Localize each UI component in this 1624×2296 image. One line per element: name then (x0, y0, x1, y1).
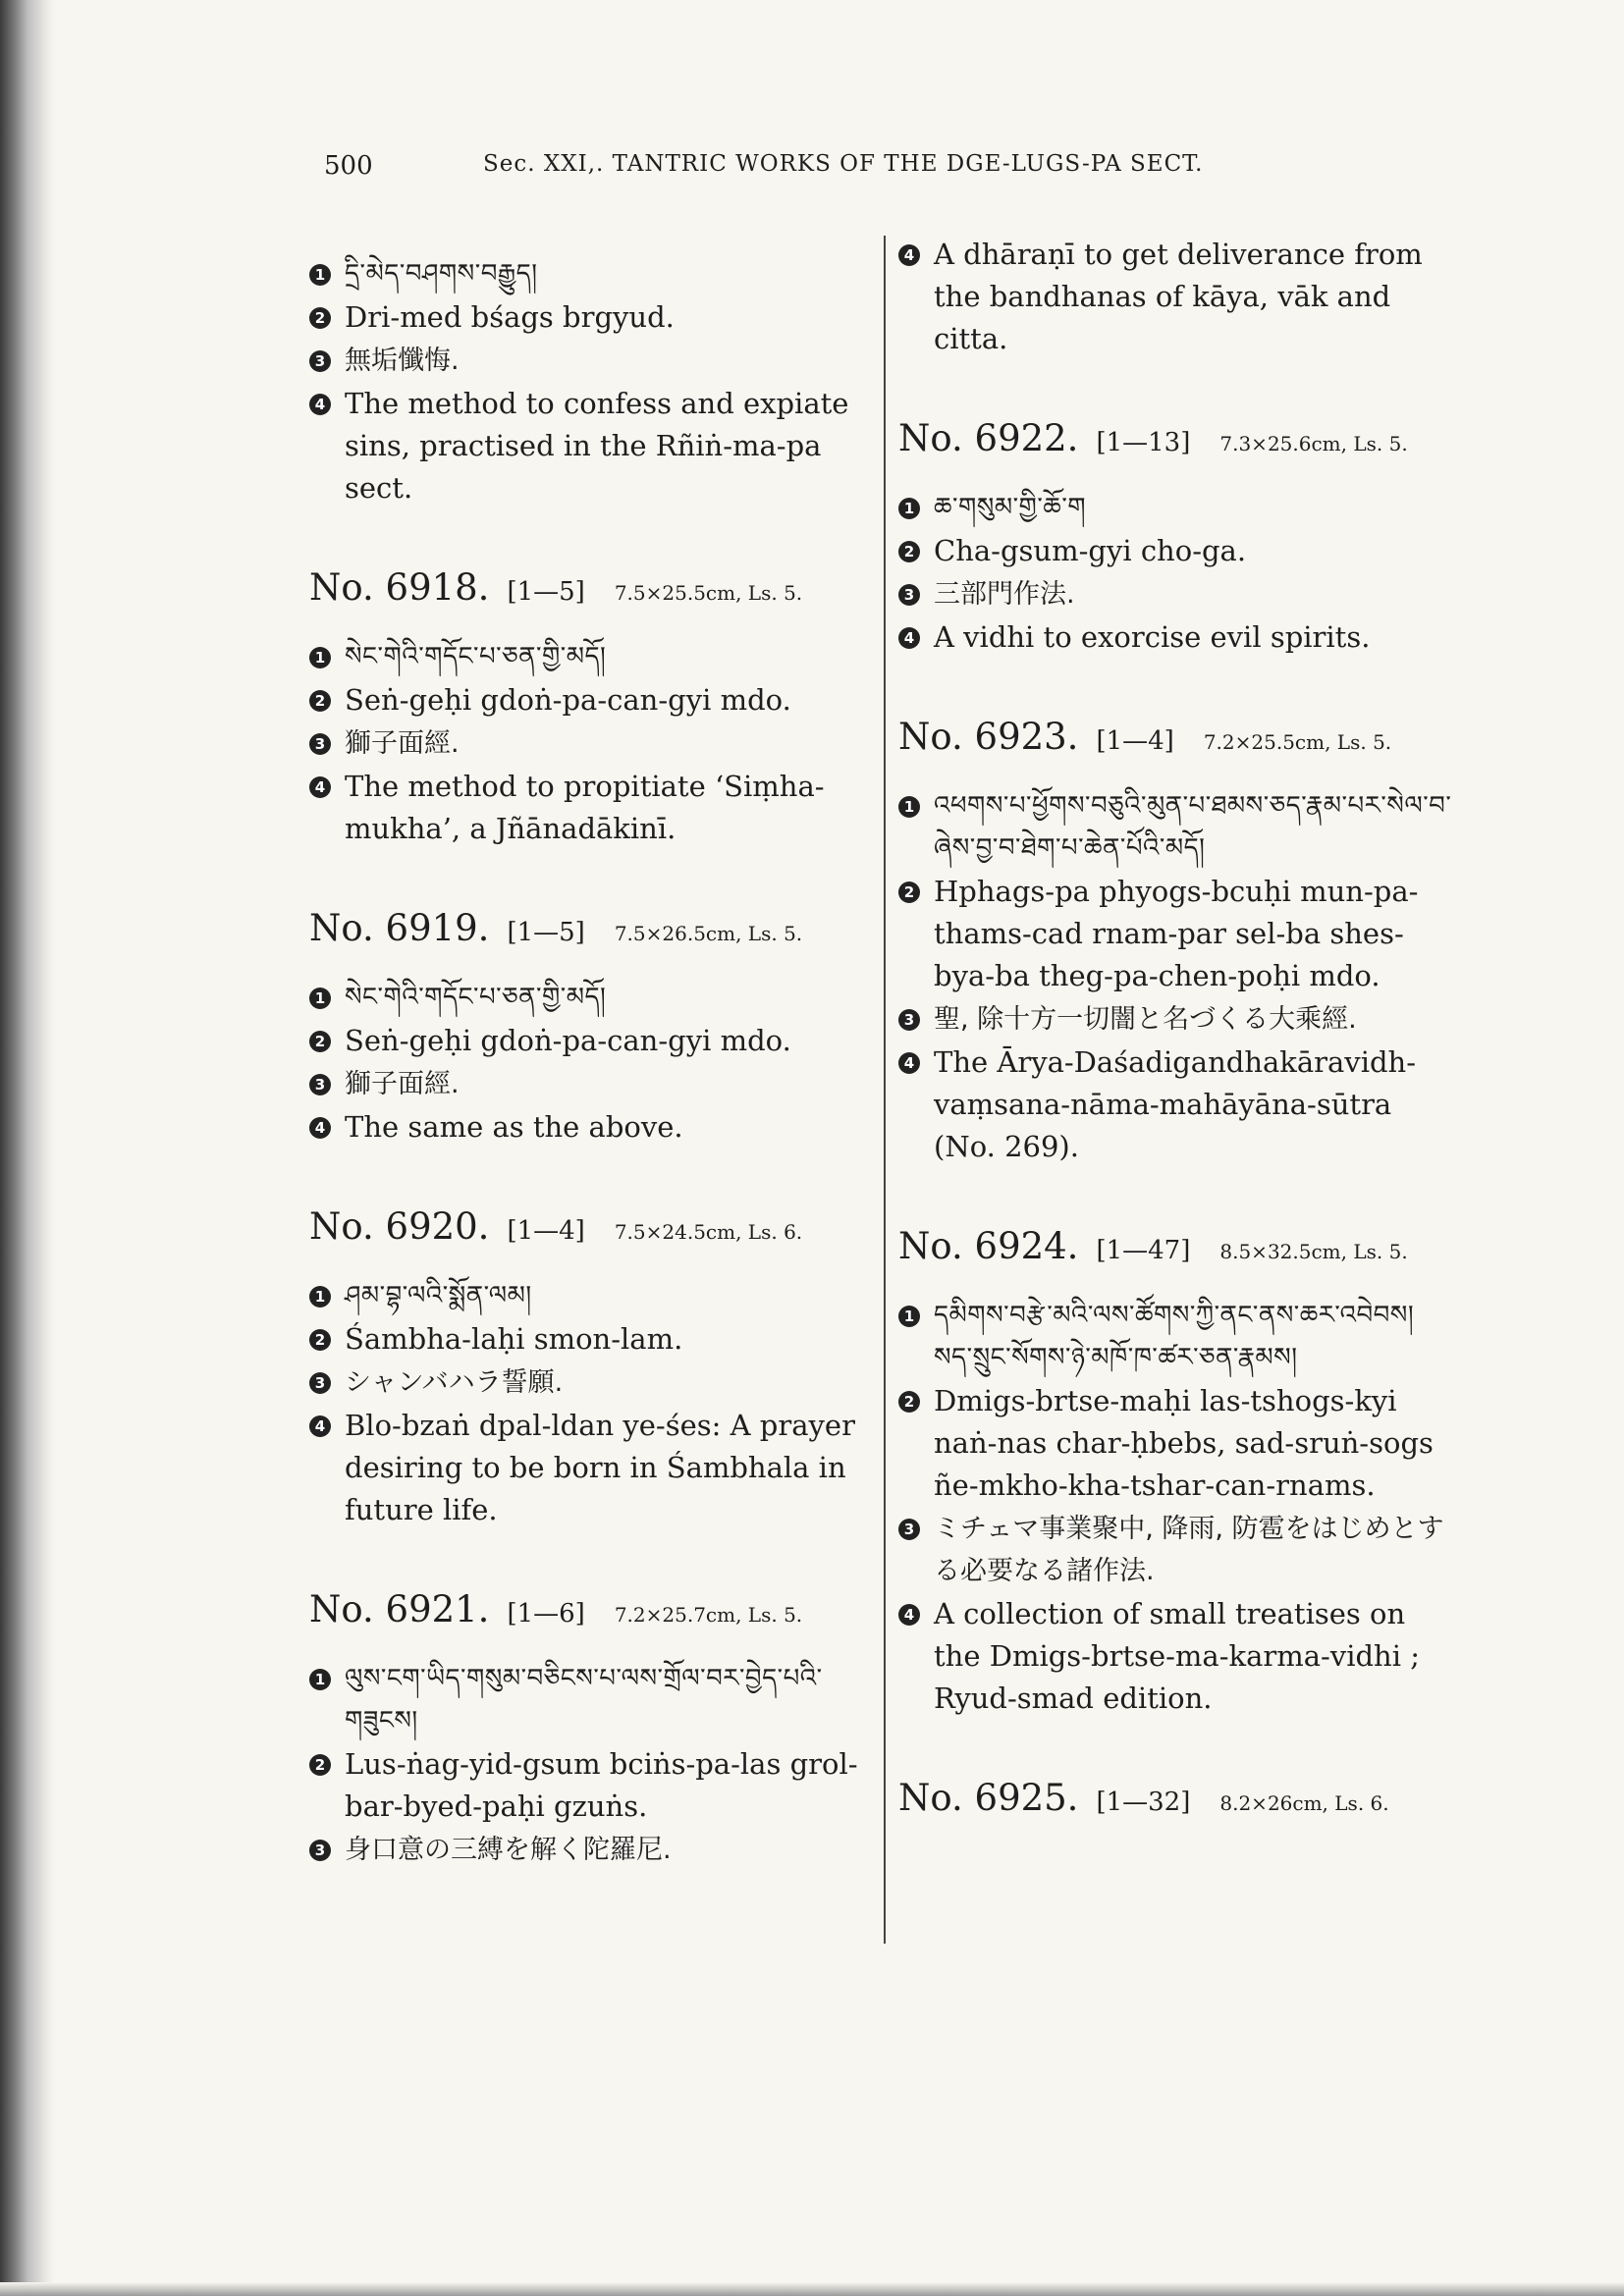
chinese-title: 3 三部門作法. (898, 573, 1458, 615)
right-column (898, 234, 1458, 1846)
japanese-title: 3 シャンバハラ誓願. (309, 1362, 859, 1404)
catalog-entry-6925 (898, 1777, 1458, 1819)
entry-number: No. 6924. (898, 1225, 1079, 1267)
item-marker-2: 2 (898, 881, 920, 903)
entry-heading (898, 1225, 1458, 1267)
folio-range: [1—47] (1096, 1236, 1191, 1265)
tibetan-title: 1 དམིགས་བརྩེ་མའི་ལས་ཚོགས་ཀྱི་ནང་ནས་ཆར་འབེབས། སད་སྲུང་སོགས་ཉེ་མཁོ་ཁ་ཚར་ཅན་རྣམས། (898, 1295, 1458, 1379)
folio-range: [1—6] (507, 1599, 585, 1629)
english-description: 4 A vidhi to exorcise evil spirits. (898, 616, 1458, 659)
item-marker-2: 2 (898, 541, 920, 562)
entry-number: No. 6918. (309, 566, 490, 609)
size-lines: 8.5×32.5cm, Ls. 5. (1219, 1240, 1408, 1263)
item-marker-2: 2 (309, 1754, 331, 1776)
japanese-title: 3 ミチェマ事業聚中, 降雨, 防雹をはじめとする必要なる諸作法. (898, 1508, 1458, 1592)
chinese-title: 3 獅子面經. (309, 722, 859, 765)
size-lines: 7.3×25.6cm, Ls. 5. (1219, 432, 1408, 455)
item-marker-1: 1 (309, 1669, 331, 1690)
english-description: 4 The same as the above. (309, 1106, 859, 1148)
folio-range: [1—32] (1096, 1788, 1191, 1817)
catalog-entry-6920 (309, 1205, 859, 1531)
folio-range: [1—4] (507, 1216, 585, 1246)
entry-heading (309, 566, 859, 609)
item-marker-2: 2 (898, 1391, 920, 1413)
item-marker-1: 1 (898, 796, 920, 818)
running-title: Sec. XXI,. TANTRIC WORKS OF THE DGE-LUGS-PA SECT. (483, 151, 1204, 177)
folio-range: [1—13] (1096, 428, 1191, 457)
romanized-title: 2 Lus-ṅag-yid-gsum bciṅs-pa-las grol-bar-byed-paḥi gzuṅs. (309, 1743, 859, 1828)
item-marker-2: 2 (309, 1031, 331, 1052)
tibetan-title: 1 སེང་གེའི་གདོང་པ་ཅན་གྱི་མདོ། (309, 636, 859, 678)
catalog-entry-6924 (898, 1225, 1458, 1720)
tibetan-title: 1 འཕགས་པ་ཕྱོགས་བཅུའི་མུན་པ་ཐམས་ཅད་རྣམ་པར་སེལ་བ་ཞེས་བྱ་བ་ཐེག་པ་ཆེན་པོའི་མདོ། (898, 785, 1458, 870)
item-marker-3: 3 (309, 350, 331, 372)
item-marker-3: 3 (309, 1372, 331, 1394)
page-header (324, 147, 1404, 187)
size-lines: 7.2×25.5cm, Ls. 5. (1203, 730, 1392, 754)
entry-number: No. 6923. (898, 716, 1079, 758)
catalog-entry-6923 (898, 716, 1458, 1168)
folio-range: [1—4] (1096, 726, 1174, 756)
item-marker-4: 4 (898, 627, 920, 649)
page-binding-shadow (0, 0, 54, 2296)
tibetan-title: 1 ཆ་གསུམ་གྱི་ཆོ་ག (898, 487, 1458, 529)
item-marker-4: 4 (898, 1604, 920, 1626)
item-marker-1: 1 (309, 647, 331, 668)
chinese-title: 3 獅子面經. (309, 1063, 859, 1105)
entry-heading (309, 907, 859, 949)
entry-number: No. 6922. (898, 417, 1079, 459)
size-lines: 7.2×25.7cm, Ls. 5. (614, 1603, 803, 1627)
item-marker-4: 4 (309, 394, 331, 415)
english-description: 4 The method to propitiate ‘Siṃha-mukha’, a Jñānadākinī. (309, 766, 859, 850)
romanized-title: 2 Cha-gsum-gyi cho-ga. (898, 530, 1458, 572)
romanized-title: 2 Dmigs-brtse-maḥi las-tshogs-kyi naṅ-nas char-ḥbebs, sad-sruṅ-sogs ñe-mkho-kha-tshar-can-rnams. (898, 1380, 1458, 1507)
english-description: 4 A collection of small treatises on the Dmigs-brtse-ma-karma-vidhi ; Ryud-smad edition. (898, 1593, 1458, 1720)
entry-heading (898, 716, 1458, 758)
english-description: 4 The method to confess and expiate sins, practised in the Rñiṅ-ma-pa sect. (309, 383, 859, 509)
page-number: 500 (324, 151, 373, 181)
item-marker-4: 4 (898, 244, 920, 266)
catalog-entry-6918 (309, 566, 859, 850)
catalog-entry-6919 (309, 907, 859, 1148)
item-marker-3: 3 (309, 1840, 331, 1861)
chinese-title: 3 無垢懺悔. (309, 340, 859, 382)
item-marker-4: 4 (898, 1052, 920, 1074)
japanese-title: 3 聖, 除十方一切闇と名づくる大乘經. (898, 998, 1458, 1041)
tibetan-title: 1 སེང་གེའི་གདོང་པ་ཅན་གྱི་མདོ། (309, 977, 859, 1019)
item-marker-3: 3 (898, 1009, 920, 1031)
item-marker-2: 2 (309, 307, 331, 329)
catalog-entry-6922 (898, 417, 1458, 659)
entry-heading (898, 1777, 1458, 1819)
item-marker-1: 1 (309, 264, 331, 286)
item-marker-2: 2 (309, 1329, 331, 1351)
column-divider (884, 236, 886, 1944)
folio-range: [1—5] (507, 918, 585, 947)
romanized-title: 2 Hphags-pa phyogs-bcuḥi mun-pa-thams-cad rnam-par sel-ba shes-bya-ba theg-pa-chen-poḥi mdo. (898, 871, 1458, 997)
catalog-entry-6921 (309, 1588, 859, 1871)
item-marker-2: 2 (309, 690, 331, 712)
tibetan-title: 1 དྲི་མེད་བཤགས་བརྒྱུད། (309, 253, 859, 295)
entry-number: No. 6921. (309, 1588, 490, 1630)
item-marker-3: 3 (309, 733, 331, 755)
size-lines: 7.5×26.5cm, Ls. 5. (614, 922, 803, 945)
romanized-title: 2 Seṅ-geḥi gdoṅ-pa-can-gyi mdo. (309, 1020, 859, 1062)
entry-number: No. 6920. (309, 1205, 490, 1248)
size-lines: 7.5×25.5cm, Ls. 5. (614, 581, 803, 605)
item-marker-1: 1 (898, 498, 920, 519)
item-marker-1: 1 (898, 1306, 920, 1327)
entry-heading (309, 1588, 859, 1630)
size-lines: 8.2×26cm, Ls. 6. (1219, 1791, 1389, 1815)
size-lines: 7.5×24.5cm, Ls. 6. (614, 1220, 803, 1244)
japanese-title: 3 身口意の三縛を解く陀羅尼. (309, 1829, 859, 1871)
item-marker-3: 3 (898, 1519, 920, 1540)
item-marker-3: 3 (898, 584, 920, 606)
page-bottom-edge (0, 2282, 1624, 2296)
continuation-entry (309, 253, 859, 509)
entry-heading (309, 1205, 859, 1248)
entry-number: No. 6925. (898, 1777, 1079, 1819)
left-column (309, 253, 859, 1872)
item-marker-3: 3 (309, 1074, 331, 1095)
item-marker-1: 1 (309, 988, 331, 1009)
english-description: 4 Blo-bzaṅ dpal-ldan ye-śes: A prayer desiring to be born in Śambhala in future life. (309, 1405, 859, 1531)
entry-heading (898, 417, 1458, 459)
item-marker-4: 4 (309, 1117, 331, 1139)
romanized-title: 2 Śambha-laḥi smon-lam. (309, 1318, 859, 1361)
tibetan-title: 1 ལུས་ངག་ཡིད་གསུམ་བཅིངས་པ་ལས་གྲོལ་བར་བྱེད་པའི་གཟུངས། (309, 1658, 859, 1742)
english-description: 4 The Ārya-Daśadigandhakāravidh-vaṃsana-nāma-mahāyāna-sūtra (No. 269). (898, 1041, 1458, 1168)
tibetan-title: 1 ཤམ་བྷ་ལའི་སྨོན་ལམ། (309, 1275, 859, 1317)
item-marker-1: 1 (309, 1286, 331, 1308)
entry-number: No. 6919. (309, 907, 490, 949)
item-marker-4: 4 (309, 1415, 331, 1437)
item-marker-4: 4 (309, 776, 331, 798)
continuation-entry (898, 234, 1458, 360)
english-description: 4 A dhāraṇī to get deliverance from the bandhanas of kāya, vāk and citta. (898, 234, 1458, 360)
folio-range: [1—5] (507, 577, 585, 607)
romanized-title: 2 Seṅ-geḥi gdoṅ-pa-can-gyi mdo. (309, 679, 859, 721)
romanized-title: 2 Dri-med bśags brgyud. (309, 296, 859, 339)
